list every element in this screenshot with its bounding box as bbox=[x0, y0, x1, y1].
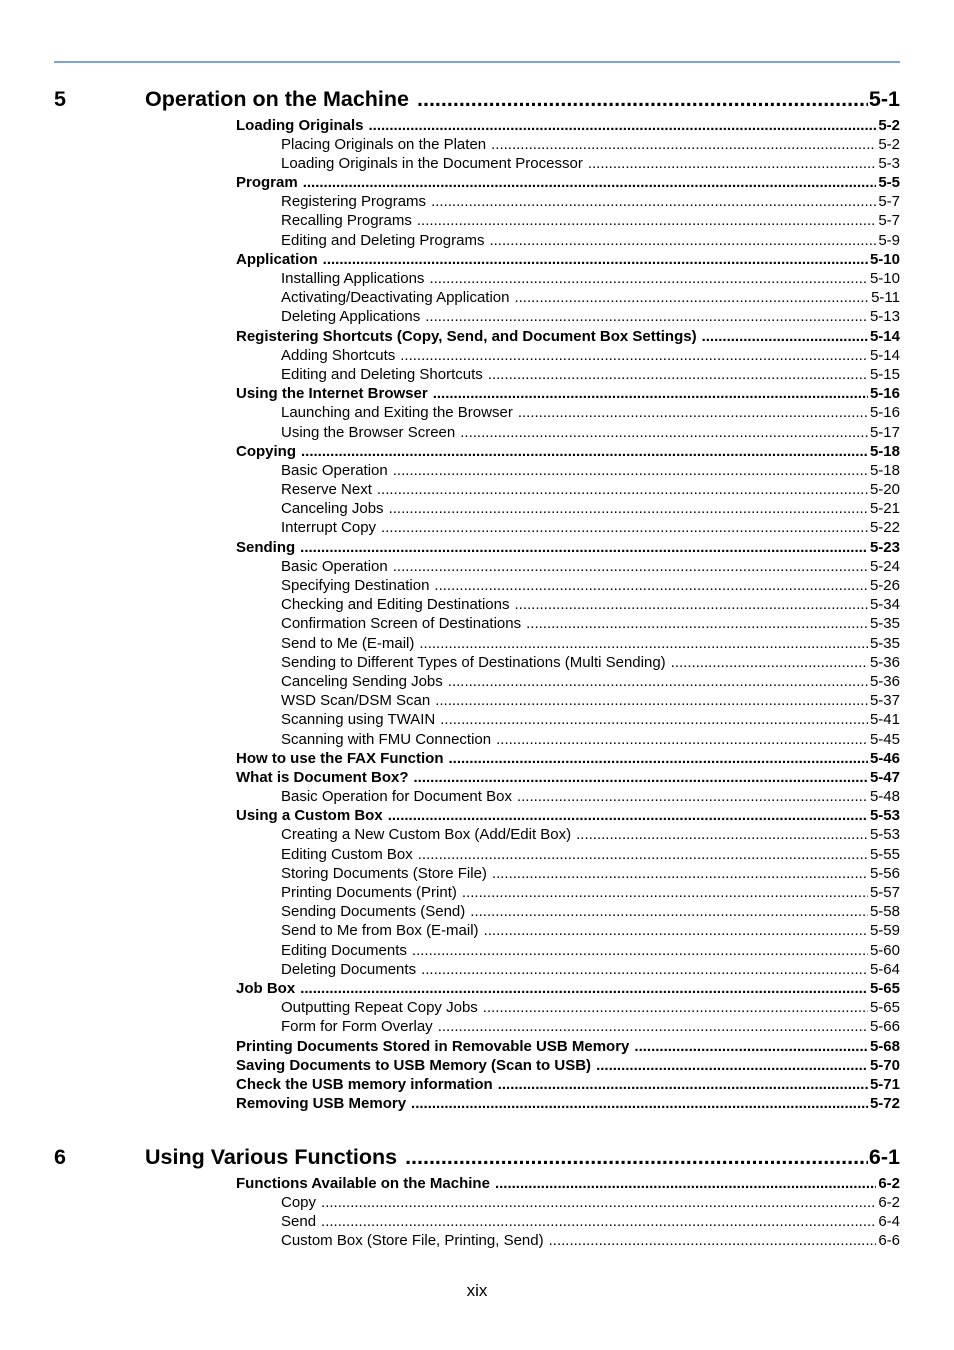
chapter-number: 5 bbox=[54, 87, 66, 111]
dot-leader bbox=[496, 730, 868, 749]
toc-entries bbox=[0, 116, 954, 1114]
dot-leader bbox=[488, 365, 868, 384]
toc-subsection-entry[interactable] bbox=[281, 883, 900, 902]
toc-subsection-entry[interactable] bbox=[281, 346, 900, 365]
toc-section-entry[interactable] bbox=[236, 442, 900, 461]
toc-subsection-entry[interactable] bbox=[281, 135, 900, 154]
dot-leader bbox=[414, 768, 868, 787]
entry-page: 5-36 bbox=[869, 672, 900, 690]
dot-leader bbox=[492, 864, 868, 883]
entry-page: 5-70 bbox=[869, 1056, 900, 1074]
chapter-heading[interactable] bbox=[0, 1142, 954, 1172]
toc-subsection-entry[interactable] bbox=[281, 845, 900, 864]
entry-page: 5-16 bbox=[869, 385, 900, 403]
entry-title: Using a Custom Box bbox=[236, 807, 383, 825]
chapter-page: 6-1 bbox=[868, 1145, 900, 1169]
entry-page: 5-60 bbox=[869, 941, 900, 959]
entry-page: 5-48 bbox=[869, 788, 900, 806]
entry-title: What is Document Box? bbox=[236, 768, 409, 786]
dot-leader bbox=[484, 921, 868, 940]
dot-leader bbox=[489, 231, 876, 250]
entry-page: 6-4 bbox=[878, 1212, 900, 1230]
toc-subsection-entry[interactable] bbox=[281, 691, 900, 710]
dot-leader bbox=[495, 1174, 876, 1193]
entry-page: 5-20 bbox=[869, 481, 900, 499]
entry-title: WSD Scan/DSM Scan bbox=[281, 692, 431, 710]
entry-page: 5-3 bbox=[878, 154, 900, 172]
dot-leader bbox=[433, 384, 868, 403]
entry-title: Form for Form Overlay bbox=[281, 1018, 433, 1036]
dot-leader bbox=[419, 634, 868, 653]
entry-title: Scanning with FMU Connection bbox=[281, 730, 492, 748]
toc-subsection-entry[interactable] bbox=[281, 902, 900, 921]
entry-title: Send bbox=[281, 1212, 317, 1230]
dot-leader bbox=[448, 672, 868, 691]
toc-subsection-entry[interactable] bbox=[281, 192, 900, 211]
dot-leader bbox=[411, 1094, 868, 1113]
entry-title: Functions Available on the Machine bbox=[236, 1174, 490, 1192]
entry-page: 5-65 bbox=[869, 979, 900, 997]
dot-leader bbox=[417, 211, 876, 230]
toc-subsection-entry[interactable] bbox=[281, 211, 900, 230]
entry-title: Reserve Next bbox=[281, 481, 372, 499]
entry-page: 5-65 bbox=[869, 999, 900, 1017]
entry-page: 5-46 bbox=[869, 749, 900, 767]
entry-title: Printing Documents Stored in Removable USB Memory bbox=[236, 1037, 630, 1055]
dot-leader bbox=[576, 825, 868, 844]
toc-section-entry[interactable] bbox=[236, 327, 900, 346]
dot-leader bbox=[449, 749, 868, 768]
dot-leader bbox=[377, 480, 868, 499]
dot-leader bbox=[514, 595, 867, 614]
toc-section-entry[interactable] bbox=[236, 173, 900, 192]
dot-leader bbox=[393, 461, 868, 480]
chapter-title-line bbox=[145, 84, 900, 114]
toc-subsection-entry[interactable] bbox=[281, 1193, 900, 1212]
entry-page: 5-7 bbox=[878, 212, 900, 230]
toc-subsection-entry[interactable] bbox=[281, 576, 900, 595]
entry-title: Recalling Programs bbox=[281, 212, 412, 230]
entry-page: 5-14 bbox=[869, 346, 900, 364]
entry-title: Send to Me from Box (E-mail) bbox=[281, 922, 479, 940]
toc-section-entry[interactable] bbox=[236, 749, 900, 768]
toc-section-entry[interactable] bbox=[236, 1094, 900, 1113]
toc-chapter-6 bbox=[0, 1142, 954, 1250]
toc-section-entry[interactable] bbox=[236, 979, 900, 998]
entry-title: Deleting Documents bbox=[281, 960, 417, 978]
dot-leader bbox=[393, 557, 868, 576]
dot-leader bbox=[588, 154, 876, 173]
dot-leader bbox=[412, 941, 868, 960]
toc-section-entry[interactable] bbox=[236, 1174, 900, 1193]
header-rule bbox=[54, 61, 900, 63]
toc-section-entry[interactable] bbox=[236, 384, 900, 403]
dot-leader bbox=[702, 327, 868, 346]
entry-title: Specifying Destination bbox=[281, 577, 430, 594]
entry-page: 5-26 bbox=[869, 577, 900, 594]
entry-title: Adding Shortcuts bbox=[281, 346, 396, 364]
toc-subsection-entry[interactable] bbox=[281, 480, 900, 499]
toc-section-entry[interactable] bbox=[236, 806, 900, 825]
entry-title: Loading Originals in the Document Processor bbox=[281, 154, 583, 172]
entry-page: 5-15 bbox=[869, 365, 900, 383]
entry-title: Checking and Editing Destinations bbox=[281, 596, 510, 614]
entry-title: Saving Documents to USB Memory (Scan to USB) bbox=[236, 1056, 592, 1074]
dot-leader bbox=[429, 269, 868, 288]
entry-title: Application bbox=[236, 250, 318, 268]
entry-title: Outputting Repeat Copy Jobs bbox=[281, 999, 478, 1017]
entry-title: Program bbox=[236, 174, 298, 192]
entry-title: Placing Originals on the Platen bbox=[281, 135, 487, 153]
entry-page: 5-53 bbox=[869, 826, 900, 844]
entry-page: 5-2 bbox=[878, 116, 900, 134]
dot-leader bbox=[440, 710, 868, 729]
dot-leader bbox=[301, 442, 868, 461]
dot-leader bbox=[460, 423, 868, 442]
toc-subsection-entry[interactable] bbox=[281, 557, 900, 576]
dot-leader bbox=[321, 1212, 876, 1231]
dot-leader bbox=[421, 960, 868, 979]
dot-leader bbox=[491, 135, 876, 154]
entry-title: Editing and Deleting Programs bbox=[281, 231, 485, 249]
entry-title: Send to Me (E-mail) bbox=[281, 634, 415, 652]
entry-title: Loading Originals bbox=[236, 116, 364, 134]
entry-page: 5-64 bbox=[869, 960, 900, 978]
dot-leader bbox=[400, 346, 868, 365]
entry-page: 5-72 bbox=[869, 1095, 900, 1113]
entry-title: Basic Operation bbox=[281, 461, 388, 479]
entry-title: Editing and Deleting Shortcuts bbox=[281, 365, 483, 383]
entry-title: Interrupt Copy bbox=[281, 519, 377, 537]
entry-page: 5-2 bbox=[878, 135, 900, 153]
dot-leader bbox=[321, 1193, 876, 1212]
dot-leader bbox=[517, 787, 868, 806]
dot-leader bbox=[526, 614, 868, 633]
dot-leader bbox=[405, 1142, 868, 1172]
entry-title: Installing Applications bbox=[281, 270, 425, 287]
entry-title: Basic Operation bbox=[281, 557, 388, 575]
toc-subsection-entry[interactable] bbox=[281, 825, 900, 844]
toc-subsection-entry[interactable] bbox=[281, 653, 900, 672]
entry-title: Editing Documents bbox=[281, 941, 407, 959]
toc-subsection-entry[interactable] bbox=[281, 595, 900, 614]
dot-leader bbox=[483, 998, 868, 1017]
dot-leader bbox=[438, 1017, 868, 1036]
toc-subsection-entry[interactable] bbox=[281, 864, 900, 883]
toc-entries bbox=[0, 1174, 954, 1251]
dot-leader bbox=[300, 979, 868, 998]
toc-subsection-entry[interactable] bbox=[281, 730, 900, 749]
entry-page: 5-18 bbox=[869, 461, 900, 479]
entry-page: 5-35 bbox=[869, 615, 900, 633]
toc-section-entry[interactable] bbox=[236, 1037, 900, 1056]
entry-page: 5-41 bbox=[869, 711, 900, 729]
entry-title: Storing Documents (Store File) bbox=[281, 864, 487, 882]
entry-page: 5-14 bbox=[869, 327, 900, 345]
entry-title: Removing USB Memory bbox=[236, 1095, 407, 1113]
dot-leader bbox=[514, 288, 869, 307]
toc-subsection-entry[interactable] bbox=[281, 634, 900, 653]
entry-page: 5-57 bbox=[869, 884, 900, 901]
entry-page: 5-9 bbox=[878, 231, 900, 249]
dot-leader bbox=[549, 1231, 877, 1250]
entry-title: Using the Browser Screen bbox=[281, 423, 456, 441]
dot-leader bbox=[518, 403, 868, 422]
dot-leader bbox=[470, 902, 868, 921]
toc-subsection-entry[interactable] bbox=[281, 154, 900, 173]
toc-section-entry[interactable] bbox=[236, 250, 900, 269]
chapter-title: Operation on the Machine bbox=[145, 87, 409, 111]
toc-subsection-entry[interactable] bbox=[281, 307, 900, 326]
toc-section-entry[interactable] bbox=[236, 1056, 900, 1075]
entry-page: 5-24 bbox=[869, 557, 900, 575]
chapter-heading[interactable] bbox=[0, 84, 954, 114]
entry-title: Confirmation Screen of Destinations bbox=[281, 615, 522, 633]
dot-leader bbox=[303, 173, 877, 192]
toc-subsection-entry[interactable] bbox=[281, 231, 900, 250]
entry-title: Registering Programs bbox=[281, 193, 427, 211]
dot-leader bbox=[671, 653, 868, 672]
entry-title: Canceling Sending Jobs bbox=[281, 672, 443, 690]
toc-subsection-entry[interactable] bbox=[281, 403, 900, 422]
entry-page: 6-2 bbox=[878, 1174, 900, 1192]
entry-title: Editing Custom Box bbox=[281, 845, 413, 863]
entry-title: Creating a New Custom Box (Add/Edit Box) bbox=[281, 826, 572, 844]
toc-subsection-entry[interactable] bbox=[281, 365, 900, 384]
toc-section-entry[interactable] bbox=[236, 116, 900, 135]
chapter-title: Using Various Functions bbox=[145, 1145, 398, 1169]
entry-title: Launching and Exiting the Browser bbox=[281, 404, 513, 422]
entry-title: Using the Internet Browser bbox=[236, 385, 428, 403]
entry-title: Sending to Different Types of Destinations (Multi Sending) bbox=[281, 653, 666, 671]
toc-subsection-entry[interactable] bbox=[281, 710, 900, 729]
entry-page: 5-7 bbox=[878, 193, 900, 211]
entry-title: Deleting Applications bbox=[281, 308, 421, 326]
toc-subsection-entry[interactable] bbox=[281, 614, 900, 633]
toc-subsection-entry[interactable] bbox=[281, 1212, 900, 1231]
toc-subsection-entry[interactable] bbox=[281, 941, 900, 960]
entry-title: Canceling Jobs bbox=[281, 500, 384, 518]
entry-page: 5-10 bbox=[869, 270, 900, 287]
entry-page: 5-36 bbox=[869, 653, 900, 671]
entry-page: 6-2 bbox=[878, 1193, 900, 1211]
entry-page: 5-17 bbox=[869, 423, 900, 441]
toc-subsection-entry[interactable] bbox=[281, 672, 900, 691]
entry-page: 5-37 bbox=[869, 692, 900, 710]
entry-page: 5-16 bbox=[869, 404, 900, 422]
entry-page: 5-35 bbox=[869, 634, 900, 652]
toc-subsection-entry[interactable] bbox=[281, 288, 900, 307]
toc-section-entry[interactable] bbox=[236, 538, 900, 557]
entry-page: 5-10 bbox=[869, 250, 900, 268]
toc-subsection-entry[interactable] bbox=[281, 423, 900, 442]
entry-title: Sending Documents (Send) bbox=[281, 903, 466, 921]
entry-page: 5-58 bbox=[869, 903, 900, 921]
toc-section-entry[interactable] bbox=[236, 1075, 900, 1094]
toc-subsection-entry[interactable] bbox=[281, 1017, 900, 1036]
entry-page: 5-18 bbox=[869, 442, 900, 460]
dot-leader bbox=[435, 691, 868, 710]
dot-leader bbox=[417, 84, 868, 114]
dot-leader bbox=[388, 806, 868, 825]
dot-leader bbox=[389, 499, 868, 518]
entry-page: 5-13 bbox=[869, 308, 900, 326]
dot-leader bbox=[369, 116, 877, 135]
entry-title: Job Box bbox=[236, 979, 296, 997]
page-number: xix bbox=[466, 1281, 488, 1300]
entry-title: Custom Box (Store File, Printing, Send) bbox=[281, 1232, 544, 1250]
dot-leader bbox=[425, 307, 868, 326]
toc-subsection-entry[interactable] bbox=[281, 960, 900, 979]
toc-subsection-entry[interactable] bbox=[281, 787, 900, 806]
entry-page: 5-23 bbox=[869, 538, 900, 556]
toc-chapter-5 bbox=[0, 84, 954, 1113]
entry-page: 5-34 bbox=[869, 596, 900, 614]
entry-title: Printing Documents (Print) bbox=[281, 884, 457, 901]
dot-leader bbox=[634, 1037, 868, 1056]
entry-page: 5-21 bbox=[869, 500, 900, 518]
entry-title: Scanning using TWAIN bbox=[281, 711, 436, 729]
toc-subsection-entry[interactable] bbox=[281, 461, 900, 480]
entry-title: Sending bbox=[236, 538, 296, 556]
entry-title: Copying bbox=[236, 442, 296, 460]
toc-subsection-entry[interactable] bbox=[281, 998, 900, 1017]
entry-page: 5-68 bbox=[869, 1037, 900, 1055]
toc-subsection-entry[interactable] bbox=[281, 269, 900, 288]
toc-subsection-entry[interactable] bbox=[281, 1231, 900, 1250]
dot-leader bbox=[381, 518, 868, 537]
dot-leader bbox=[434, 576, 868, 595]
chapter-page: 5-1 bbox=[868, 87, 900, 111]
entry-page: 5-59 bbox=[869, 922, 900, 940]
entry-title: Check the USB memory information bbox=[236, 1075, 493, 1093]
entry-page: 5-5 bbox=[878, 174, 900, 192]
dot-leader bbox=[596, 1056, 868, 1075]
dot-leader bbox=[431, 192, 876, 211]
entry-title: Copy bbox=[281, 1193, 317, 1211]
toc-subsection-entry[interactable] bbox=[281, 921, 900, 940]
entry-page: 5-55 bbox=[869, 845, 900, 863]
entry-page: 6-6 bbox=[878, 1232, 900, 1250]
entry-title: How to use the FAX Function bbox=[236, 749, 444, 767]
dot-leader bbox=[300, 538, 868, 557]
toc-subsection-entry[interactable] bbox=[281, 518, 900, 537]
entry-title: Activating/Deactivating Application bbox=[281, 289, 510, 307]
chapter-title-line bbox=[145, 1142, 900, 1172]
entry-title: Basic Operation for Document Box bbox=[281, 788, 512, 806]
toc-section-entry[interactable] bbox=[236, 768, 900, 787]
entry-page: 5-45 bbox=[869, 730, 900, 748]
chapter-number: 6 bbox=[54, 1145, 66, 1169]
entry-title: Registering Shortcuts (Copy, Send, and Document Box Settings) bbox=[236, 327, 697, 345]
entry-page: 5-47 bbox=[869, 768, 900, 786]
dot-leader bbox=[323, 250, 868, 269]
entry-page: 5-66 bbox=[869, 1018, 900, 1036]
toc-subsection-entry[interactable] bbox=[281, 499, 900, 518]
dot-leader bbox=[498, 1075, 868, 1094]
dot-leader bbox=[462, 883, 868, 902]
entry-page: 5-53 bbox=[869, 807, 900, 825]
entry-page: 5-22 bbox=[869, 519, 900, 537]
dot-leader bbox=[418, 845, 868, 864]
entry-page: 5-71 bbox=[869, 1075, 900, 1093]
entry-page: 5-11 bbox=[871, 289, 900, 307]
entry-page: 5-56 bbox=[869, 864, 900, 882]
